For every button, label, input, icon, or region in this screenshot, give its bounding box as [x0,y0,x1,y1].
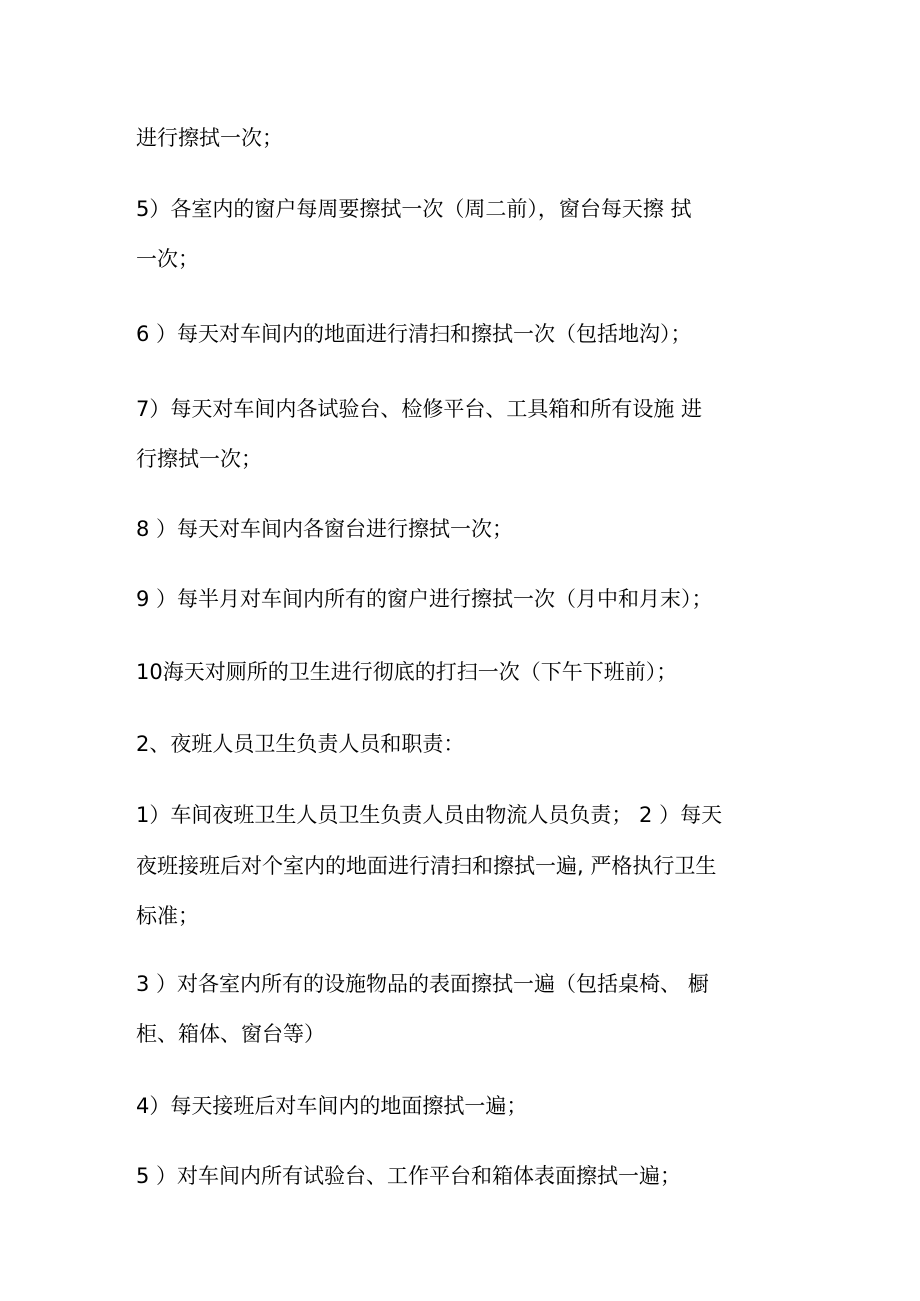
text-line-5: 7）每天对车间内各试验台、检修平台、工具箱和所有设施 进 [136,397,703,421]
text-line-14: 3 ）对各室内所有的设施物品的表面擦拭一遍（包括桌椅、 橱 [136,972,709,996]
text-line-17: 5 ）对车间内所有试验台、工作平台和箱体表面擦拭一遍； [136,1164,682,1188]
text-line-13: 标准； [136,904,199,928]
text-line-3: 一次； [136,247,199,271]
text-line-6: 行擦拭一次； [136,447,262,471]
text-line-15: 柜、箱体、窗台等） [136,1022,325,1046]
text-line-12: 夜班接班后对个室内的地面进行清扫和擦拭一遍, 严格执行卫生 [136,854,717,878]
text-line-9: 10海天对厕所的卫生进行彻底的打扫一次（下午下班前）； [136,660,678,684]
text-line-1: 进行擦拭一次； [136,126,283,150]
text-line-7: 8 ）每天对车间内各窗台进行擦拭一次； [136,517,514,541]
text-line-11: 1）车间夜班卫生人员卫生负责人员由物流人员负责； 2 ）每天 [136,803,723,827]
text-line-2: 5）各室内的窗户每周要擦拭一次（周二前），窗台每天擦 拭 [136,197,692,221]
text-line-16: 4）每天接班后对车间内的地面擦拭一遍； [136,1094,528,1118]
text-line-10: 2、夜班人员卫生负责人员和职责： [136,732,465,756]
text-line-8: 9 ）每半月对车间内所有的窗户进行擦拭一次（月中和月末）； [136,587,713,611]
text-line-4: 6 ）每天对车间内的地面进行清扫和擦拭一次（包括地沟）； [136,322,692,346]
